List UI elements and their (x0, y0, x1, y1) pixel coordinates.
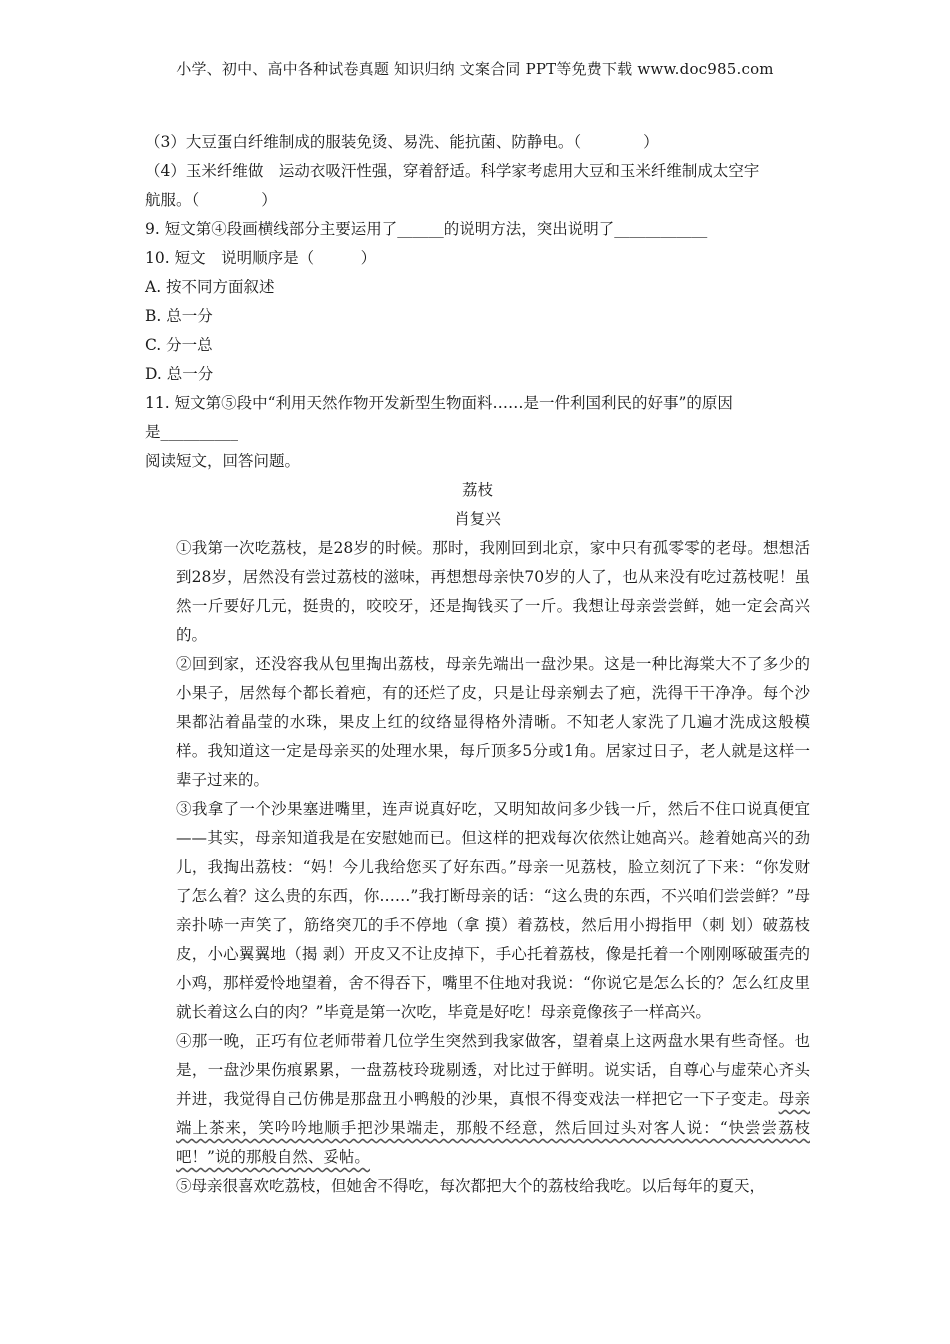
page-header: 小学、初中、高中各种试卷真题 知识归纳 文案合同 PPT等免费下载 www.doc985.com (176, 60, 774, 78)
option-b: B. 总一分 (145, 307, 213, 325)
option-a: A. 按不同方面叙述 (145, 278, 275, 296)
question-9: 9. 短文第④段画横线部分主要运用了______的说明方法，突出说明了____________ (145, 220, 708, 238)
question-line-4: （4）玉米纤维做 运动衣吸汗性强，穿着舒适。科学家考虑用大豆和玉米纤维制成太空宇 (145, 162, 760, 180)
paragraph-3: ③我拿了一个沙果塞进嘴里，连声说真好吃，又明知故问多少钱一斤，然后不住口说真便宜——其实，母亲知道我是在安慰她而已。但这样的把戏每次依然让她高兴。趁着她高兴的劲儿，我掏出荔枝：“妈！今儿我给您买了好东西。”母亲一见荔枝，脸立刻沉了下来：“你发财了怎么着？这么贵的东西，你……”我打断母亲的话：“这么贵的东西，不兴咱们尝尝鲜？”母亲扑哧一声笑了，筋络突兀的手不停地（拿 摸）着荔枝，然后用小拇指甲（刺 划）破荔枝皮，小心翼翼地（揭 剥）开皮又不让皮掉下，手心托着荔枝，像是托着一个刚刚啄破蛋壳的小鸡，那样爱怜地望着，舍不得吞下，嘴里不住地对我说：“你说它是怎么长的？怎么红皮里就长着这么白的肉？”毕竟是第一次吃，毕竟是好吃！母亲竟像孩子一样高兴。 (176, 800, 810, 1021)
option-d: D. 总一分 (145, 365, 214, 383)
article-title: 荔枝 (461, 481, 493, 499)
paragraph-1: ①我第一次吃荔枝，是28岁的时候。那时，我刚回到北京，家中只有孤零零的老母。想想活到28岁，居然没有尝过荔枝的滋味，再想想母亲快70岁的人了，也从来没有吃过荔枝呢！虽然一斤要好几元，挺贵的，咬咬牙，还是掏钱买了一斤。我想让母亲尝尝鲜，她一定会高兴的。 (176, 539, 810, 644)
question-line-3: （3）大豆蛋白纤维制成的服装免烫、易洗、能抗菌、防静电。（ ） (145, 133, 659, 151)
option-c: C. 分一总 (145, 336, 213, 354)
paragraph-2: ②回到家，还没容我从包里掏出荔枝，母亲先端出一盘沙果。这是一种比海棠大不了多少的小果子，居然每个都长着疤，有的还烂了皮，只是让母亲剜去了疤，洗得干干净净。每个沙果都沾着晶莹的水珠，果皮上红的纹络显得格外清晰。不知老人家洗了几遍才洗成这般模样。我知道这一定是母亲买的处理水果，每斤顶多5分或1角。居家过日子，老人就是这样一辈子过来的。 (176, 655, 810, 789)
question-11: 11. 短文第⑤段中“利用天然作物开发新型生物面料……是一件利国利民的好事”的原因 (145, 394, 733, 412)
question-line-4-cont: 航服。（ ） (145, 191, 277, 209)
question-10: 10. 短文 说明顺序是（ ） (145, 249, 377, 267)
article-author: 肖复兴 (454, 510, 501, 528)
paragraph-4-underlined-text: 母亲端上茶来，笑吟吟地顺手把沙果端走，那般不经意，然后回过头对客人说：“快尝尝荔枝吧！”说的那般自然、妥帖。 (176, 1090, 810, 1166)
reading-instruction: 阅读短文，回答问题。 (145, 452, 301, 470)
question-11-cont: 是__________ (145, 423, 239, 441)
paragraph-4 (145, 1027, 810, 1172)
document-content (145, 128, 810, 1201)
paragraph-5: ⑤母亲很喜欢吃荔枝，但她舍不得吃，每次都把大个的荔枝给我吃。以后每年的夏天， (176, 1177, 766, 1195)
paragraph-4-text: ④那一晚，正巧有位老师带着几位学生突然到我家做客，望着桌上这两盘水果有些奇怪。也是，一盘沙果伤痕累累，一盘荔枝玲珑剔透，对比过于鲜明。说实话，自尊心与虚荣心齐头并进，我觉得自己仿佛是那盘丑小鸭般的沙果，真恨不得变戏法一样把它一下子变走。 (176, 1032, 810, 1108)
